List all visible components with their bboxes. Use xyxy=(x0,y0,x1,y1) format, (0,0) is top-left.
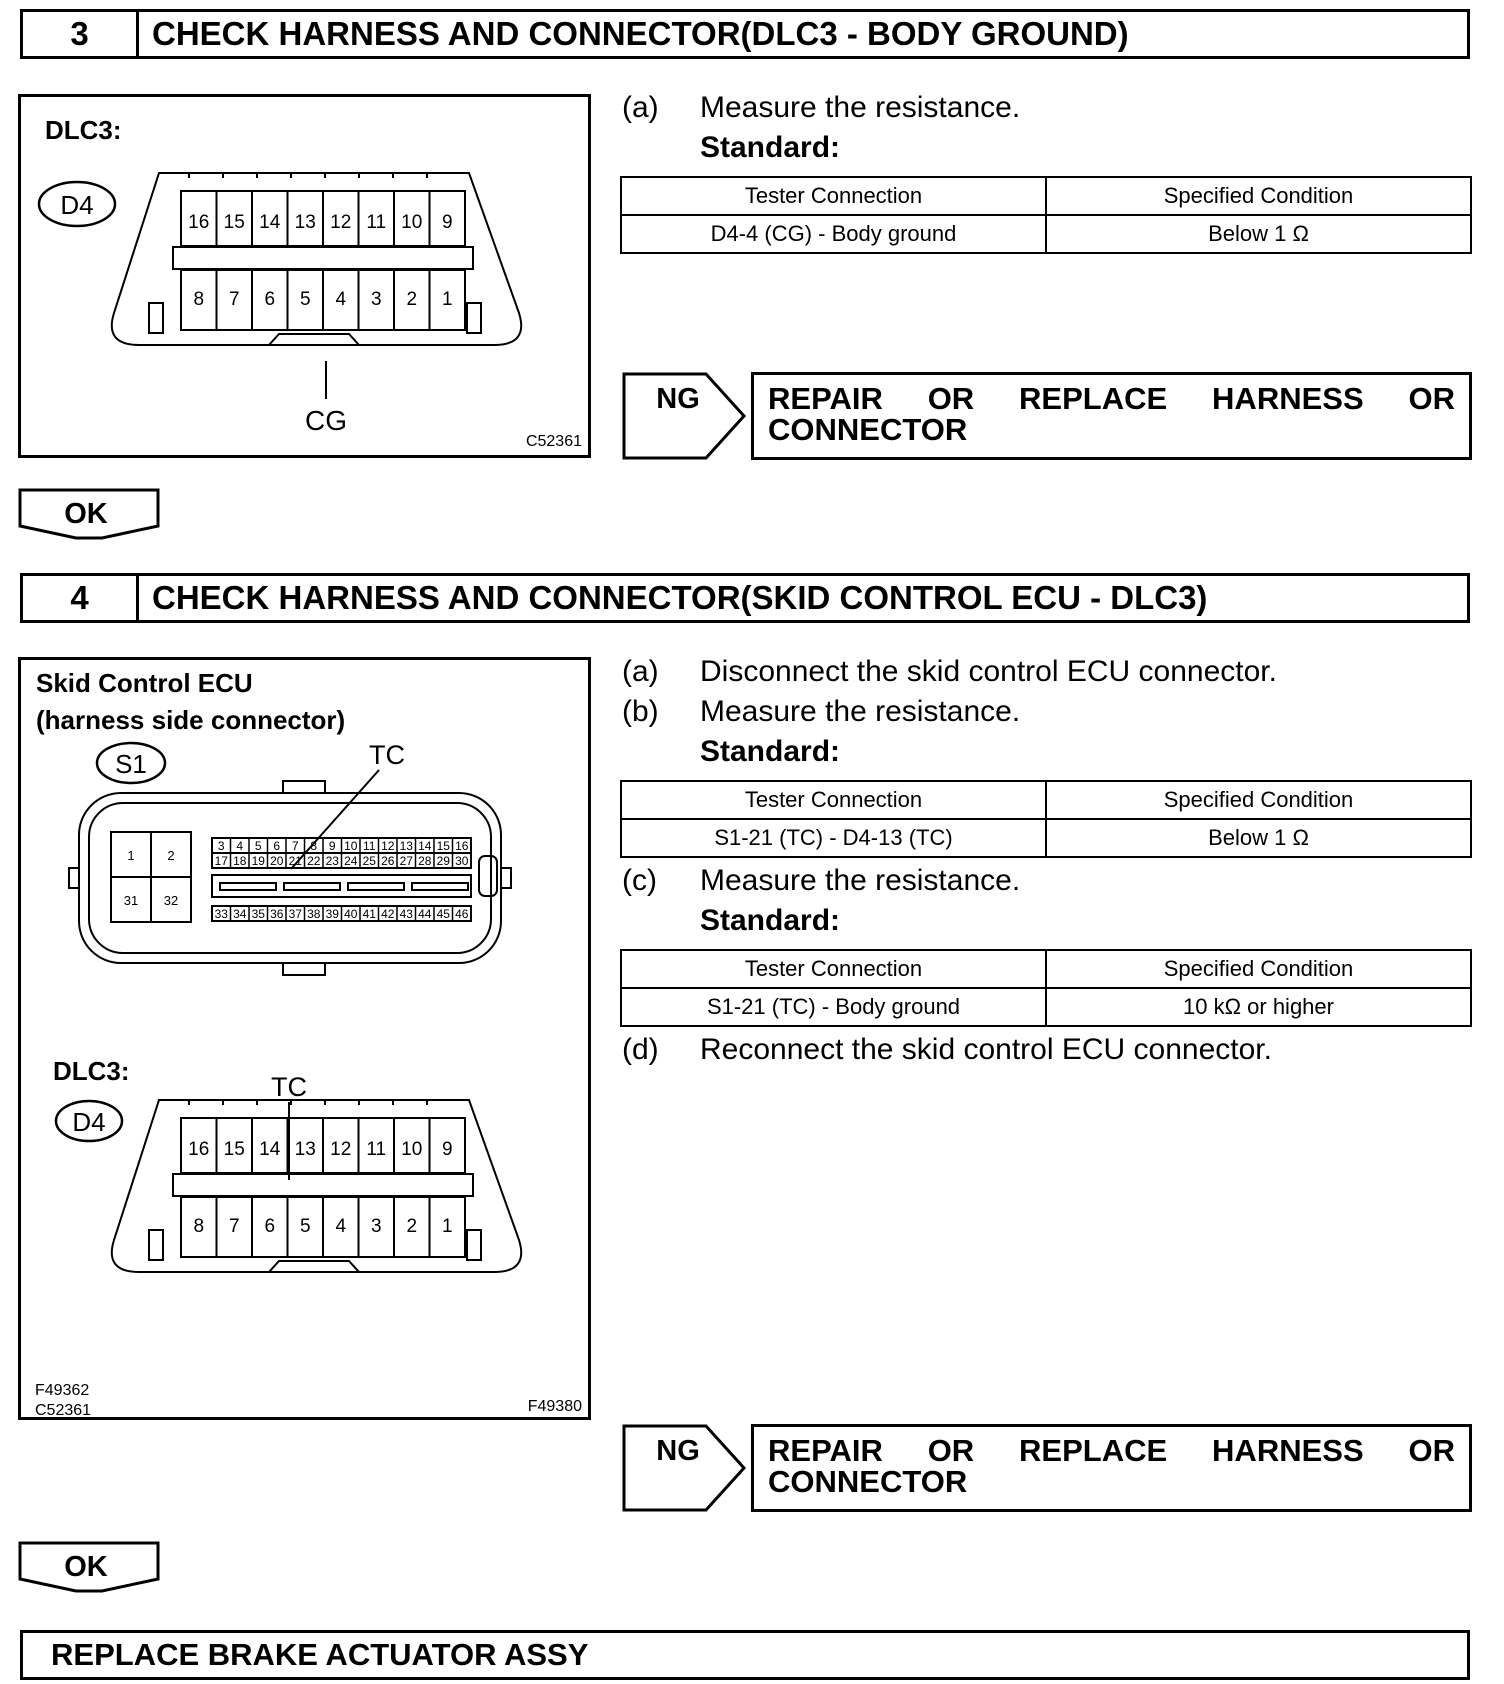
ecu-connector-shape xyxy=(69,781,511,975)
ecu-pin-label: 22 xyxy=(307,854,321,868)
dlc-pin-label: 9 xyxy=(441,1139,453,1160)
step3-number: 3 xyxy=(23,12,139,56)
ecu-pin-label: 2 xyxy=(167,848,175,863)
ecu-top-lock xyxy=(283,781,325,793)
ecu-bar-slot xyxy=(412,883,468,890)
table-header: Specified Condition xyxy=(1046,177,1471,215)
step4-standard-label-2: Standard: xyxy=(700,904,841,937)
ng-arrow-icon xyxy=(622,1424,748,1512)
dlc-pin-label: 7 xyxy=(228,1216,240,1237)
dlc-pin-label: 1 xyxy=(441,289,453,310)
item-letter: (d) xyxy=(622,1033,659,1066)
ng-line2: CONNECTOR xyxy=(768,412,968,447)
ecu-tc-label: TC xyxy=(369,740,405,770)
ecu-pin-label: 24 xyxy=(344,854,358,868)
dlc-divider xyxy=(173,1174,473,1196)
table-header: Specified Condition xyxy=(1046,781,1471,819)
step4-spec-table-2 xyxy=(620,949,1472,1027)
step3-title: CHECK HARNESS AND CONNECTOR(DLC3 - BODY GROUND) xyxy=(152,15,1129,52)
dlc3-connector-diagram xyxy=(21,97,588,455)
dlc-pin-label: 11 xyxy=(366,212,387,233)
ecu-pin-label: 6 xyxy=(273,839,281,853)
step3-ng-message xyxy=(751,372,1472,460)
dlc-pin-label: 14 xyxy=(259,1139,281,1160)
ecu-pin-label: 26 xyxy=(381,854,395,868)
ecu-bar-slot xyxy=(348,883,404,890)
ecu-pin-label: 30 xyxy=(455,854,469,868)
item-letter: (c) xyxy=(622,864,657,897)
item-letter: (a) xyxy=(622,91,659,124)
table-row xyxy=(621,988,1471,1026)
ecu-pin-label: 38 xyxy=(307,907,321,921)
table-header-row xyxy=(621,781,1471,819)
item-letter: (a) xyxy=(622,655,659,688)
step4-item-d xyxy=(622,1033,1272,1067)
dlc-pin-label: 8 xyxy=(193,1216,205,1237)
ng-word: REPLACE xyxy=(1019,381,1168,416)
ecu-pin-label: 12 xyxy=(381,839,395,853)
step4-ng-branch xyxy=(622,1424,1472,1512)
dlc-pin-label: 9 xyxy=(441,212,453,233)
step4-header xyxy=(20,573,1470,623)
dlc-pin-label: 12 xyxy=(330,1139,352,1160)
dlc-pin-label: 10 xyxy=(401,1139,423,1160)
dlc-key xyxy=(269,1261,359,1272)
ng-label: NG xyxy=(656,383,700,415)
dlc-pin-label: 13 xyxy=(294,212,316,233)
figure-code-1: F49362 xyxy=(35,1382,90,1399)
ecu-side-tab xyxy=(69,868,79,888)
step3-ok-branch xyxy=(18,488,160,540)
ecu-pin-label: 17 xyxy=(214,854,228,868)
ecu-bottom-lock xyxy=(283,963,325,975)
dlc-side-tab xyxy=(467,303,481,333)
step4-title: CHECK HARNESS AND CONNECTOR(SKID CONTROL ECU - DLC3) xyxy=(152,579,1208,616)
table-cell: Below 1 Ω xyxy=(1046,215,1471,253)
dlc-pin-label: 15 xyxy=(223,1139,245,1160)
dlc-pin-label: 12 xyxy=(330,212,352,233)
dlc-pin-label: 3 xyxy=(370,1216,382,1237)
step3-standard-label: Standard: xyxy=(700,131,841,164)
dlc-side-tab xyxy=(149,303,163,333)
dlc3-connector-shape-2 xyxy=(112,1100,521,1272)
dlc3-label-2: DLC3: xyxy=(53,1056,130,1086)
item-letter: (b) xyxy=(622,695,659,728)
ecu-pin-label: 9 xyxy=(328,839,336,853)
ng-line2: CONNECTOR xyxy=(768,1464,968,1499)
ng-word: OR xyxy=(1408,1433,1455,1468)
ecu-pin-label: 46 xyxy=(455,907,469,921)
ecu-pin-label: 44 xyxy=(418,907,432,921)
cg-terminal-label: CG xyxy=(305,405,347,436)
step4-number: 4 xyxy=(23,576,139,620)
ng-word: OR xyxy=(927,1433,975,1468)
step3-figure-code: C52361 xyxy=(525,433,582,450)
item-text: Disconnect the skid control ECU connector. xyxy=(700,655,1277,688)
ecu-pin-label: 33 xyxy=(214,907,228,921)
ecu-pin-label: 1 xyxy=(127,848,135,863)
ng-word: HARNESS xyxy=(1212,1433,1364,1468)
ecu-pin-label: 31 xyxy=(123,893,139,908)
final-action-box xyxy=(20,1630,1470,1680)
ecu-bar-slot xyxy=(284,883,340,890)
table-header: Tester Connection xyxy=(621,950,1046,988)
table-header: Tester Connection xyxy=(621,177,1046,215)
dlc-pin-label: 15 xyxy=(223,212,245,233)
step4-ok-branch xyxy=(18,1541,160,1593)
ng-word: OR xyxy=(1408,381,1455,416)
step4-item-a xyxy=(622,655,1277,689)
ecu-side-key xyxy=(479,856,497,896)
dlc-pin-label: 6 xyxy=(264,1216,276,1237)
dlc-pin-label: 10 xyxy=(401,212,423,233)
dlc-side-tab xyxy=(149,1230,163,1260)
ecu-pin-label: 19 xyxy=(251,854,265,868)
ecu-pin-label: 35 xyxy=(251,907,265,921)
step3-ng-branch xyxy=(622,372,1472,460)
ecu-pin-label: 11 xyxy=(363,839,376,853)
final-action-text: REPLACE BRAKE ACTUATOR ASSY xyxy=(51,1637,589,1672)
step4-figure xyxy=(18,657,591,1420)
dlc-pin-label: 4 xyxy=(335,1216,347,1237)
ecu-pin-label: 27 xyxy=(399,854,413,868)
table-header: Tester Connection xyxy=(621,781,1046,819)
ecu-pin-label: 16 xyxy=(455,839,469,853)
step4-item-c xyxy=(622,864,1020,898)
dlc3-label: DLC3: xyxy=(45,115,122,145)
ecu-and-dlc3-diagram xyxy=(21,660,588,1417)
dlc-pin-label: 2 xyxy=(406,1216,418,1237)
ecu-pin-label: 21 xyxy=(288,854,302,868)
dlc-pin-label: 13 xyxy=(294,1139,316,1160)
dlc-pin-label: 14 xyxy=(259,212,281,233)
ecu-pin-label: 43 xyxy=(399,907,413,921)
table-cell: S1-21 (TC) - Body ground xyxy=(621,988,1046,1026)
dlc-pin-label: 2 xyxy=(406,289,418,310)
item-text: Measure the resistance. xyxy=(700,864,1021,897)
ecu-connector-id: S1 xyxy=(115,749,147,779)
ecu-pin-label: 25 xyxy=(362,854,376,868)
ecu-pin-label: 4 xyxy=(236,839,244,853)
dlc-pin-label: 7 xyxy=(228,289,240,310)
ecu-side-tab xyxy=(501,868,511,888)
dlc3-connector-shape xyxy=(112,173,521,345)
ecu-pin-label: 10 xyxy=(344,839,358,853)
ok-label: OK xyxy=(64,1551,108,1583)
ecu-pin-label: 20 xyxy=(270,854,284,868)
figure-code-2: C52361 xyxy=(35,1402,92,1419)
table-cell: Below 1 Ω xyxy=(1046,819,1471,857)
dlc-key xyxy=(269,334,359,345)
table-cell: 10 kΩ or higher xyxy=(1046,988,1471,1026)
dlc-pin-label: 5 xyxy=(299,289,311,310)
ecu-bar-slot xyxy=(220,883,276,890)
ecu-pin-label: 40 xyxy=(344,907,358,921)
ecu-label: Skid Control ECU xyxy=(36,668,253,698)
ng-word: REPLACE xyxy=(1019,1433,1168,1468)
ok-label: OK xyxy=(64,498,108,530)
ecu-pin-label: 5 xyxy=(254,839,262,853)
item-text: Measure the resistance. xyxy=(700,695,1021,728)
ng-word: OR xyxy=(927,381,975,416)
step4-item-b xyxy=(622,695,1020,729)
ng-arrow-icon xyxy=(622,372,748,460)
dlc-pin-label: 11 xyxy=(366,1139,387,1160)
dlc-pin-label: 3 xyxy=(370,289,382,310)
step3-item-a xyxy=(622,91,1020,125)
table-row xyxy=(621,819,1471,857)
ecu-pin-label: 8 xyxy=(310,839,318,853)
table-row xyxy=(621,215,1471,253)
step3-figure xyxy=(18,94,591,458)
ecu-pin-label: 41 xyxy=(362,907,376,921)
ecu-sublabel: (harness side connector) xyxy=(36,705,346,735)
dlc-pin-label: 16 xyxy=(188,212,210,233)
dlc-pin-label: 6 xyxy=(264,289,276,310)
ecu-pin-label: 28 xyxy=(418,854,432,868)
dlc-divider xyxy=(173,247,473,269)
ecu-pin-label: 29 xyxy=(436,854,450,868)
ecu-pin-label: 37 xyxy=(288,907,302,921)
step4-spec-table-1 xyxy=(620,780,1472,858)
ecu-pin-label: 45 xyxy=(436,907,450,921)
figure-code-3: F49380 xyxy=(527,1398,582,1415)
ecu-pin-label: 18 xyxy=(233,854,247,868)
ng-word: REPAIR xyxy=(768,381,883,416)
dlc3-connector-id-2: D4 xyxy=(72,1107,106,1137)
step3-spec-table xyxy=(620,176,1472,254)
item-text: Measure the resistance. xyxy=(700,91,1021,124)
ng-word: REPAIR xyxy=(768,1433,883,1468)
ecu-center-bar xyxy=(212,875,471,897)
table-cell: D4-4 (CG) - Body ground xyxy=(621,215,1046,253)
dlc-pin-label: 4 xyxy=(335,289,347,310)
table-cell: S1-21 (TC) - D4-13 (TC) xyxy=(621,819,1046,857)
ng-label: NG xyxy=(656,1435,700,1467)
dlc-pin-label: 1 xyxy=(441,1216,453,1237)
dlc3-connector-id: D4 xyxy=(60,190,94,220)
ecu-pin-label: 32 xyxy=(163,893,179,908)
ecu-pin-label: 42 xyxy=(381,907,395,921)
step4-standard-label-1: Standard: xyxy=(700,735,841,768)
ecu-pin-label: 39 xyxy=(325,907,339,921)
dlc3-tc-label: TC xyxy=(271,1072,307,1102)
dlc-side-tab xyxy=(467,1230,481,1260)
ecu-pin-label: 14 xyxy=(418,839,432,853)
table-header: Specified Condition xyxy=(1046,950,1471,988)
ecu-pin-label: 3 xyxy=(217,839,225,853)
ok-arrow-icon xyxy=(18,488,160,540)
ecu-pin-label: 23 xyxy=(325,854,339,868)
ecu-pin-label: 34 xyxy=(233,907,247,921)
table-header-row xyxy=(621,950,1471,988)
ecu-pin-label: 13 xyxy=(399,839,413,853)
dlc-pin-label: 8 xyxy=(193,289,205,310)
dlc-pin-label: 5 xyxy=(299,1216,311,1237)
ok-arrow-icon xyxy=(18,1541,160,1593)
table-header-row xyxy=(621,177,1471,215)
step4-ng-message xyxy=(751,1424,1472,1512)
item-text: Reconnect the skid control ECU connector. xyxy=(700,1033,1272,1066)
ecu-pin-label: 7 xyxy=(291,839,299,853)
ecu-pin-label: 36 xyxy=(270,907,284,921)
dlc-pin-label: 16 xyxy=(188,1139,210,1160)
ecu-pin-label: 15 xyxy=(436,839,450,853)
step3-header xyxy=(20,9,1470,59)
ng-word: HARNESS xyxy=(1212,381,1364,416)
